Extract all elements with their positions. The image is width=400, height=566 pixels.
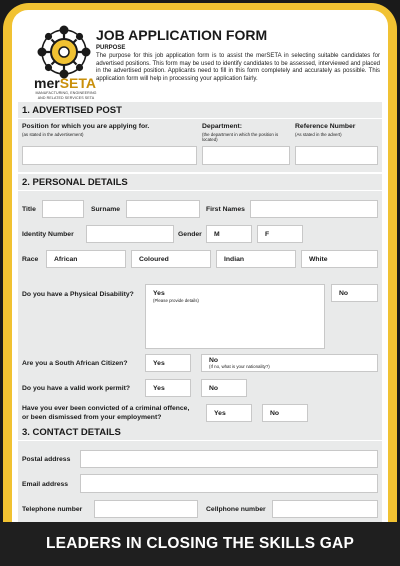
brand-subtitle: MANUFACTURING, ENGINEERING AND RELATED SERVICES SETA: [35, 91, 97, 100]
advertised-post-section: [18, 102, 382, 172]
position-note: (as stated in the advertisement): [22, 132, 84, 137]
race-option-african[interactable]: African: [46, 250, 126, 268]
department-label: Department:: [202, 123, 243, 130]
gender-option-m[interactable]: M: [206, 225, 252, 243]
convicted-question-line1: Have you ever been convicted of a criminal offence,: [22, 405, 190, 412]
department-field[interactable]: [202, 146, 290, 165]
title-field[interactable]: [42, 200, 84, 218]
citizen-yes-option[interactable]: Yes: [145, 354, 191, 372]
reference-number-field[interactable]: [295, 146, 378, 165]
first-names-field[interactable]: [250, 200, 378, 218]
position-field[interactable]: [22, 146, 197, 165]
convicted-yes-option[interactable]: Yes: [206, 404, 252, 422]
disability-yes-label: Yes: [153, 290, 165, 297]
race-option-indian[interactable]: Indian: [216, 250, 296, 268]
form-page: [12, 10, 388, 522]
gender-label: Gender: [178, 231, 202, 238]
surname-field[interactable]: [126, 200, 200, 218]
section-heading: 3. CONTACT DETAILS: [22, 427, 121, 438]
divider: [18, 190, 382, 191]
email-address-field[interactable]: [80, 474, 378, 493]
race-option-coloured[interactable]: Coloured: [131, 250, 211, 268]
purpose-text: The purpose for this job application form is to assist the merSETA in selecting suitable candidates for advertised positions. This form may be used to identify candidates to be assessed, interviewed and placed in the advertised position. Applicants need to fill in this form completely and accurately as possible. This application form will help in processing your application fairly.: [96, 53, 380, 82]
identity-number-label: Identity Number: [22, 231, 74, 238]
permit-no-option[interactable]: No: [201, 379, 247, 397]
section-heading: 1. ADVERTISED POST: [22, 105, 122, 116]
work-permit-question: Do you have a valid work permit?: [22, 385, 131, 392]
reference-label: Reference Number: [295, 123, 356, 130]
identity-number-field[interactable]: [86, 225, 174, 243]
citizen-question: Are you a South African Citizen?: [22, 360, 128, 367]
gender-option-f[interactable]: F: [257, 225, 303, 243]
form-title: JOB APPLICATION FORM: [96, 27, 268, 43]
footer-banner: [0, 522, 400, 566]
first-names-label: First Names: [206, 206, 245, 213]
citizen-no-note: (If no, what is your nationality?): [209, 364, 270, 369]
email-address-label: Email address: [22, 481, 69, 488]
permit-yes-option[interactable]: Yes: [145, 379, 191, 397]
brand-wordmark: merSETA: [34, 75, 96, 91]
telephone-label: Telephone number: [22, 506, 83, 513]
citizen-no-field[interactable]: [201, 354, 378, 372]
surname-label: Surname: [91, 206, 121, 213]
personal-details-section: [18, 174, 382, 428]
disability-question: Do you have a Physical Disability?: [22, 291, 134, 298]
purpose-heading: PURPOSE: [96, 45, 126, 51]
race-label: Race: [22, 256, 39, 263]
position-label: Position for which you are applying for.: [22, 123, 150, 130]
title-label: Title: [22, 206, 36, 213]
convicted-no-option[interactable]: No: [262, 404, 308, 422]
divider: [18, 440, 382, 441]
disability-yes-field[interactable]: [145, 284, 325, 349]
telephone-field[interactable]: [94, 500, 198, 518]
convicted-question-line2: or been dismissed from your employment?: [22, 414, 162, 421]
race-option-white[interactable]: White: [301, 250, 378, 268]
cellphone-field[interactable]: [272, 500, 378, 518]
postal-address-label: Postal address: [22, 456, 71, 463]
section-heading: 2. PERSONAL DETAILS: [22, 177, 128, 188]
contact-details-section: [18, 424, 382, 522]
reference-note: (As stated in the advert): [295, 132, 342, 137]
citizen-no-label: No: [209, 357, 219, 364]
postal-address-field[interactable]: [80, 450, 378, 468]
cellphone-label: Cellphone number: [206, 506, 266, 513]
footer-slogan: LEADERS IN CLOSING THE SKILLS GAP: [45, 535, 354, 552]
department-note: (the department in which the position is located): [202, 132, 279, 143]
divider: [18, 118, 382, 119]
disability-no-option[interactable]: No: [331, 284, 378, 302]
disability-yes-note: (Please provide details): [153, 298, 199, 303]
